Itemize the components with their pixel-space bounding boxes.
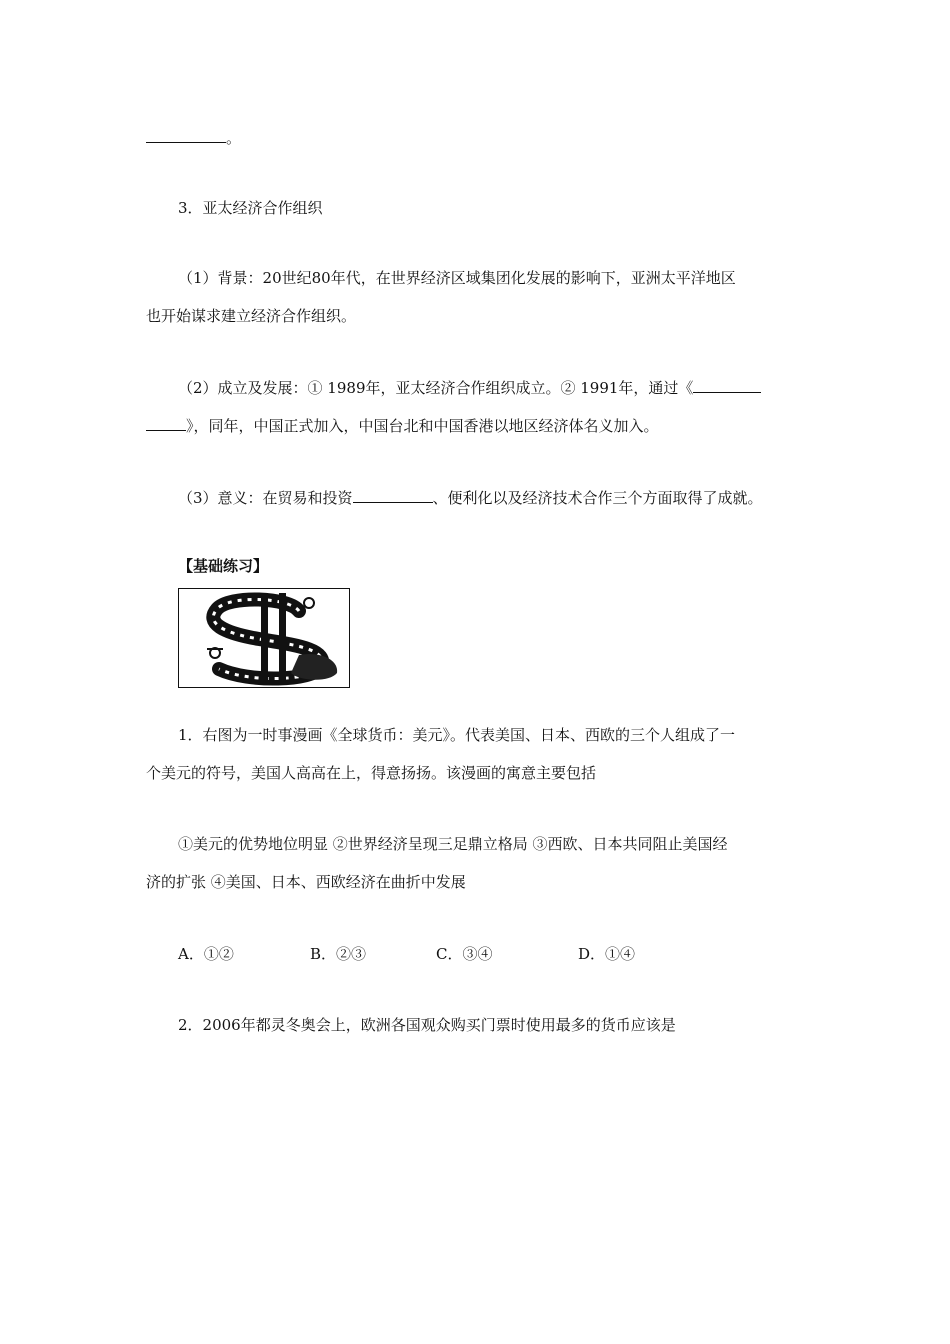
significance-text-pre: （3）意义：在贸易和投资 [178, 489, 353, 507]
question-1-statements-2: 济的扩张 ④美国、日本、西欧经济在曲折中发展 [146, 873, 466, 891]
option-c[interactable]: C．③④ [436, 945, 493, 963]
background-line-1: （1）背景：20世纪80年代，在世界经济区域集团化发展的影响下，亚洲太平洋地区 [178, 269, 736, 287]
establishment-text-cont: 》，同年，中国正式加入，中国台北和中国香港以地区经济体名义加入。 [186, 417, 659, 435]
section-heading-apec: 3．亚太经济合作组织 [178, 199, 323, 217]
establishment-text: （2）成立及发展：① 1989年，亚太经济合作组织成立。② 1991年，通过《 [178, 379, 694, 397]
answer-blank[interactable] [146, 128, 226, 143]
establishment-line-1 [178, 378, 761, 398]
dollar-cartoon-image [178, 588, 350, 688]
question-1-line-2: 个美元的符号，美国人高高在上，得意扬扬。该漫画的寓意主要包括 [146, 764, 597, 782]
establishment-line-2 [146, 416, 659, 436]
dollar-sign-icon [179, 589, 349, 687]
question-1-line-1: 1．右图为一时事漫画《全球货币：美元》。代表美国、日本、西欧的三个人组成了一 [178, 726, 736, 744]
practice-heading: 【基础练习】 [178, 557, 269, 575]
option-b[interactable]: B．②③ [310, 945, 367, 963]
answer-blank[interactable] [146, 416, 186, 431]
answer-blank[interactable] [353, 488, 433, 503]
significance-text-post: 、便利化以及经济技术合作三个方面取得了成就。 [432, 489, 763, 507]
option-d[interactable]: D．①④ [578, 945, 636, 963]
period-mark: 。 [226, 129, 242, 147]
prev-blank-line [146, 128, 241, 148]
question-1-statements-1: ①美元的优势地位明显 ②世界经济呈现三足鼎立格局 ③西欧、日本共同阻止美国经 [178, 835, 728, 853]
significance-line [178, 488, 763, 508]
answer-blank[interactable] [693, 378, 761, 393]
option-a[interactable]: A．①② [178, 945, 234, 963]
question-2-line-1: 2．2006年都灵冬奥会上，欧洲各国观众购买门票时使用最多的货币应该是 [178, 1016, 676, 1034]
background-line-2: 也开始谋求建立经济合作组织。 [146, 307, 357, 325]
